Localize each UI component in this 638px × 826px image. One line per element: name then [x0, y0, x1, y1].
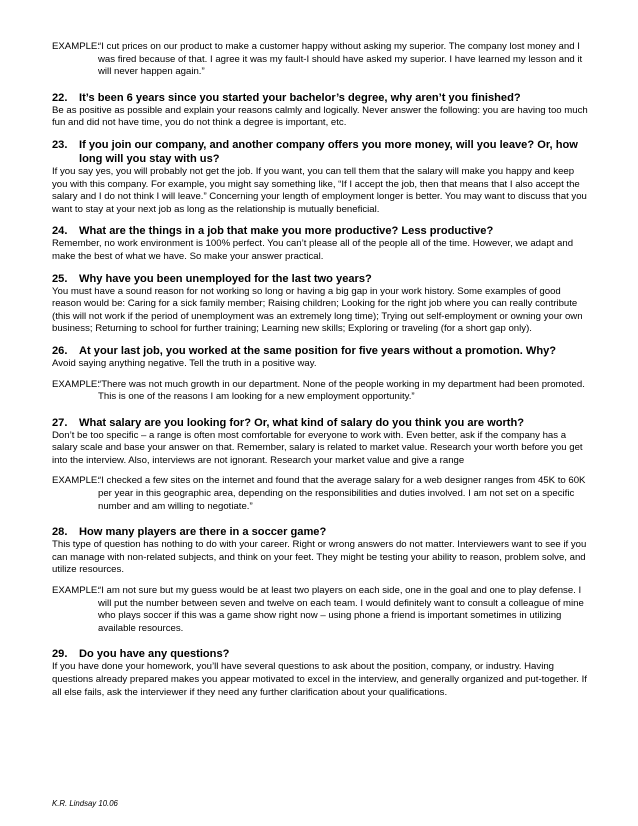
example-label: EXAMPLE: — [52, 378, 100, 390]
example-block — [52, 475, 592, 513]
question-number: 28. — [52, 526, 68, 539]
question-23 — [52, 138, 592, 166]
question-text: Why have you been unemployed for the last two years? — [79, 272, 372, 285]
question-25 — [52, 272, 592, 286]
answer-28: This type of question has nothing to do with your career. Right or wrong answers do not matter. Interviewers want to see if you can manage with non-related subjects, and think on your feet. They might be testing your ability to reason, problem solve, and utilize resources. — [52, 539, 587, 576]
question-text: Do you have any questions? — [79, 648, 230, 661]
answer-24: Remember, no work environment is 100% perfect. You can’t please all of the people all of the time. However, we adapt and make the best of what we have. So make your answer practical. — [52, 238, 574, 262]
question-text: At your last job, you worked at the same position for five years without a promotion. Why? — [79, 344, 557, 357]
example-text: “There was not much growth in our department. None of the people working in my department had been promoted. This is one of the reasons I am looking for a new employment opportunity.” — [98, 378, 585, 403]
example-label: EXAMPLE: — [52, 41, 100, 52]
answer-27: Don’t be too specific – a range is often most comfortable for everyone to work with. Even better, ask if the company has a salary scale and base your answer on that. Remember, salary is related to market value. Research your worth before you get into the interview. Also, interviews are not ignorant. Research your market value and give a range — [52, 429, 583, 466]
example-label: EXAMPLE: — [52, 585, 100, 597]
question-number: 23. — [52, 138, 68, 151]
question-text: How many players are there in a soccer game? — [79, 526, 327, 539]
question-28 — [52, 525, 592, 539]
question-26 — [52, 344, 592, 358]
answer-25: You must have a sound reason for not working so long or having a big gap in your work history. Some examples of good reason would be: Caring for a sick family member; Raising children; Looking for the right job where you can really contribute (this will not work if the period of unemployment was an extremely long time); Trying out self-employment or owning your own business; Returning to school for further training; Learning new skills; Exploring or traveling (for a short gap only). — [52, 285, 583, 335]
question-number: 26. — [52, 344, 68, 357]
question-24 — [52, 224, 592, 238]
question-number: 25. — [52, 272, 68, 285]
example-label: EXAMPLE: — [52, 475, 100, 487]
question-27 — [52, 416, 592, 430]
question-number: 27. — [52, 416, 68, 429]
answer-29: If you have done your homework, you’ll have several questions to ask about the position, company, or industry. Having questions already prepared makes you appear motivated to excel in the interview, and generally organized and put-together. If all else fails, ask the interviewer if they need any further clarification about your qualifications. — [52, 661, 587, 698]
question-number: 29. — [52, 648, 68, 661]
footer-author: K.R. Lindsay 10.06 — [52, 799, 118, 808]
document-page — [52, 41, 592, 707]
question-text: It’s been 6 years since you started your bachelor’s degree, why aren’t you finished? — [79, 91, 521, 104]
answer-23: If you say yes, you will probably not get the job. If you want, you can tell them that the salary will make you happy and keep you with this company. For example, you might say something like, “If I accept the job, then that means that I also accept the salary and I do not think I will leave.” Concerning your length of employment longer is better. You may want to discuss that you want to stay at your next job as long as the relationship is mutually beneficial. — [52, 165, 587, 215]
example-block — [52, 379, 592, 404]
question-text: What salary are you looking for? Or, what kind of salary do you think you are worth? — [79, 416, 525, 429]
question-29 — [52, 647, 592, 661]
example-text: “I checked a few sites on the internet and found that the average salary for a web designer ranges from 45K to 60K per year in this geographic area, depending on the responsibilities and duties involved. I am not set on a specific number and am willing to negotiate.” — [98, 475, 586, 512]
example-block — [52, 585, 592, 635]
question-number: 24. — [52, 225, 68, 238]
example-text: “I cut prices on our product to make a customer happy without asking my superior. The company lost money and I was fired because of that. I agree it was my fault-I should have asked my superior. I have learned my lesson and it will never happen again.” — [98, 41, 583, 78]
answer-22: Be as positive as possible and explain your reasons calmly and logically. Never answer the following: you are having too much fun and did not have time, you do not think a degree is important, etc. — [52, 104, 588, 129]
question-text: What are the things in a job that make you more productive? Less productive? — [79, 225, 494, 238]
example-text: “I am not sure but my guess would be at least two players on each side, one in the goal and one to play defense. I will put the number between seven and twelve on each team. I would definitely want to consult a colleague of mine who plays soccer if this was a game show right now – using phone a friend is important sometimes in utilizing available resources. — [98, 585, 584, 634]
question-text: If you join our company, and another company offers you more money, will you leave? Or, how long will you stay with us? — [79, 138, 578, 165]
answer-26: Avoid saying anything negative. Tell the truth in a positive way. — [52, 357, 317, 369]
question-22 — [52, 91, 592, 105]
question-number: 22. — [52, 91, 68, 104]
example-block — [52, 41, 592, 79]
